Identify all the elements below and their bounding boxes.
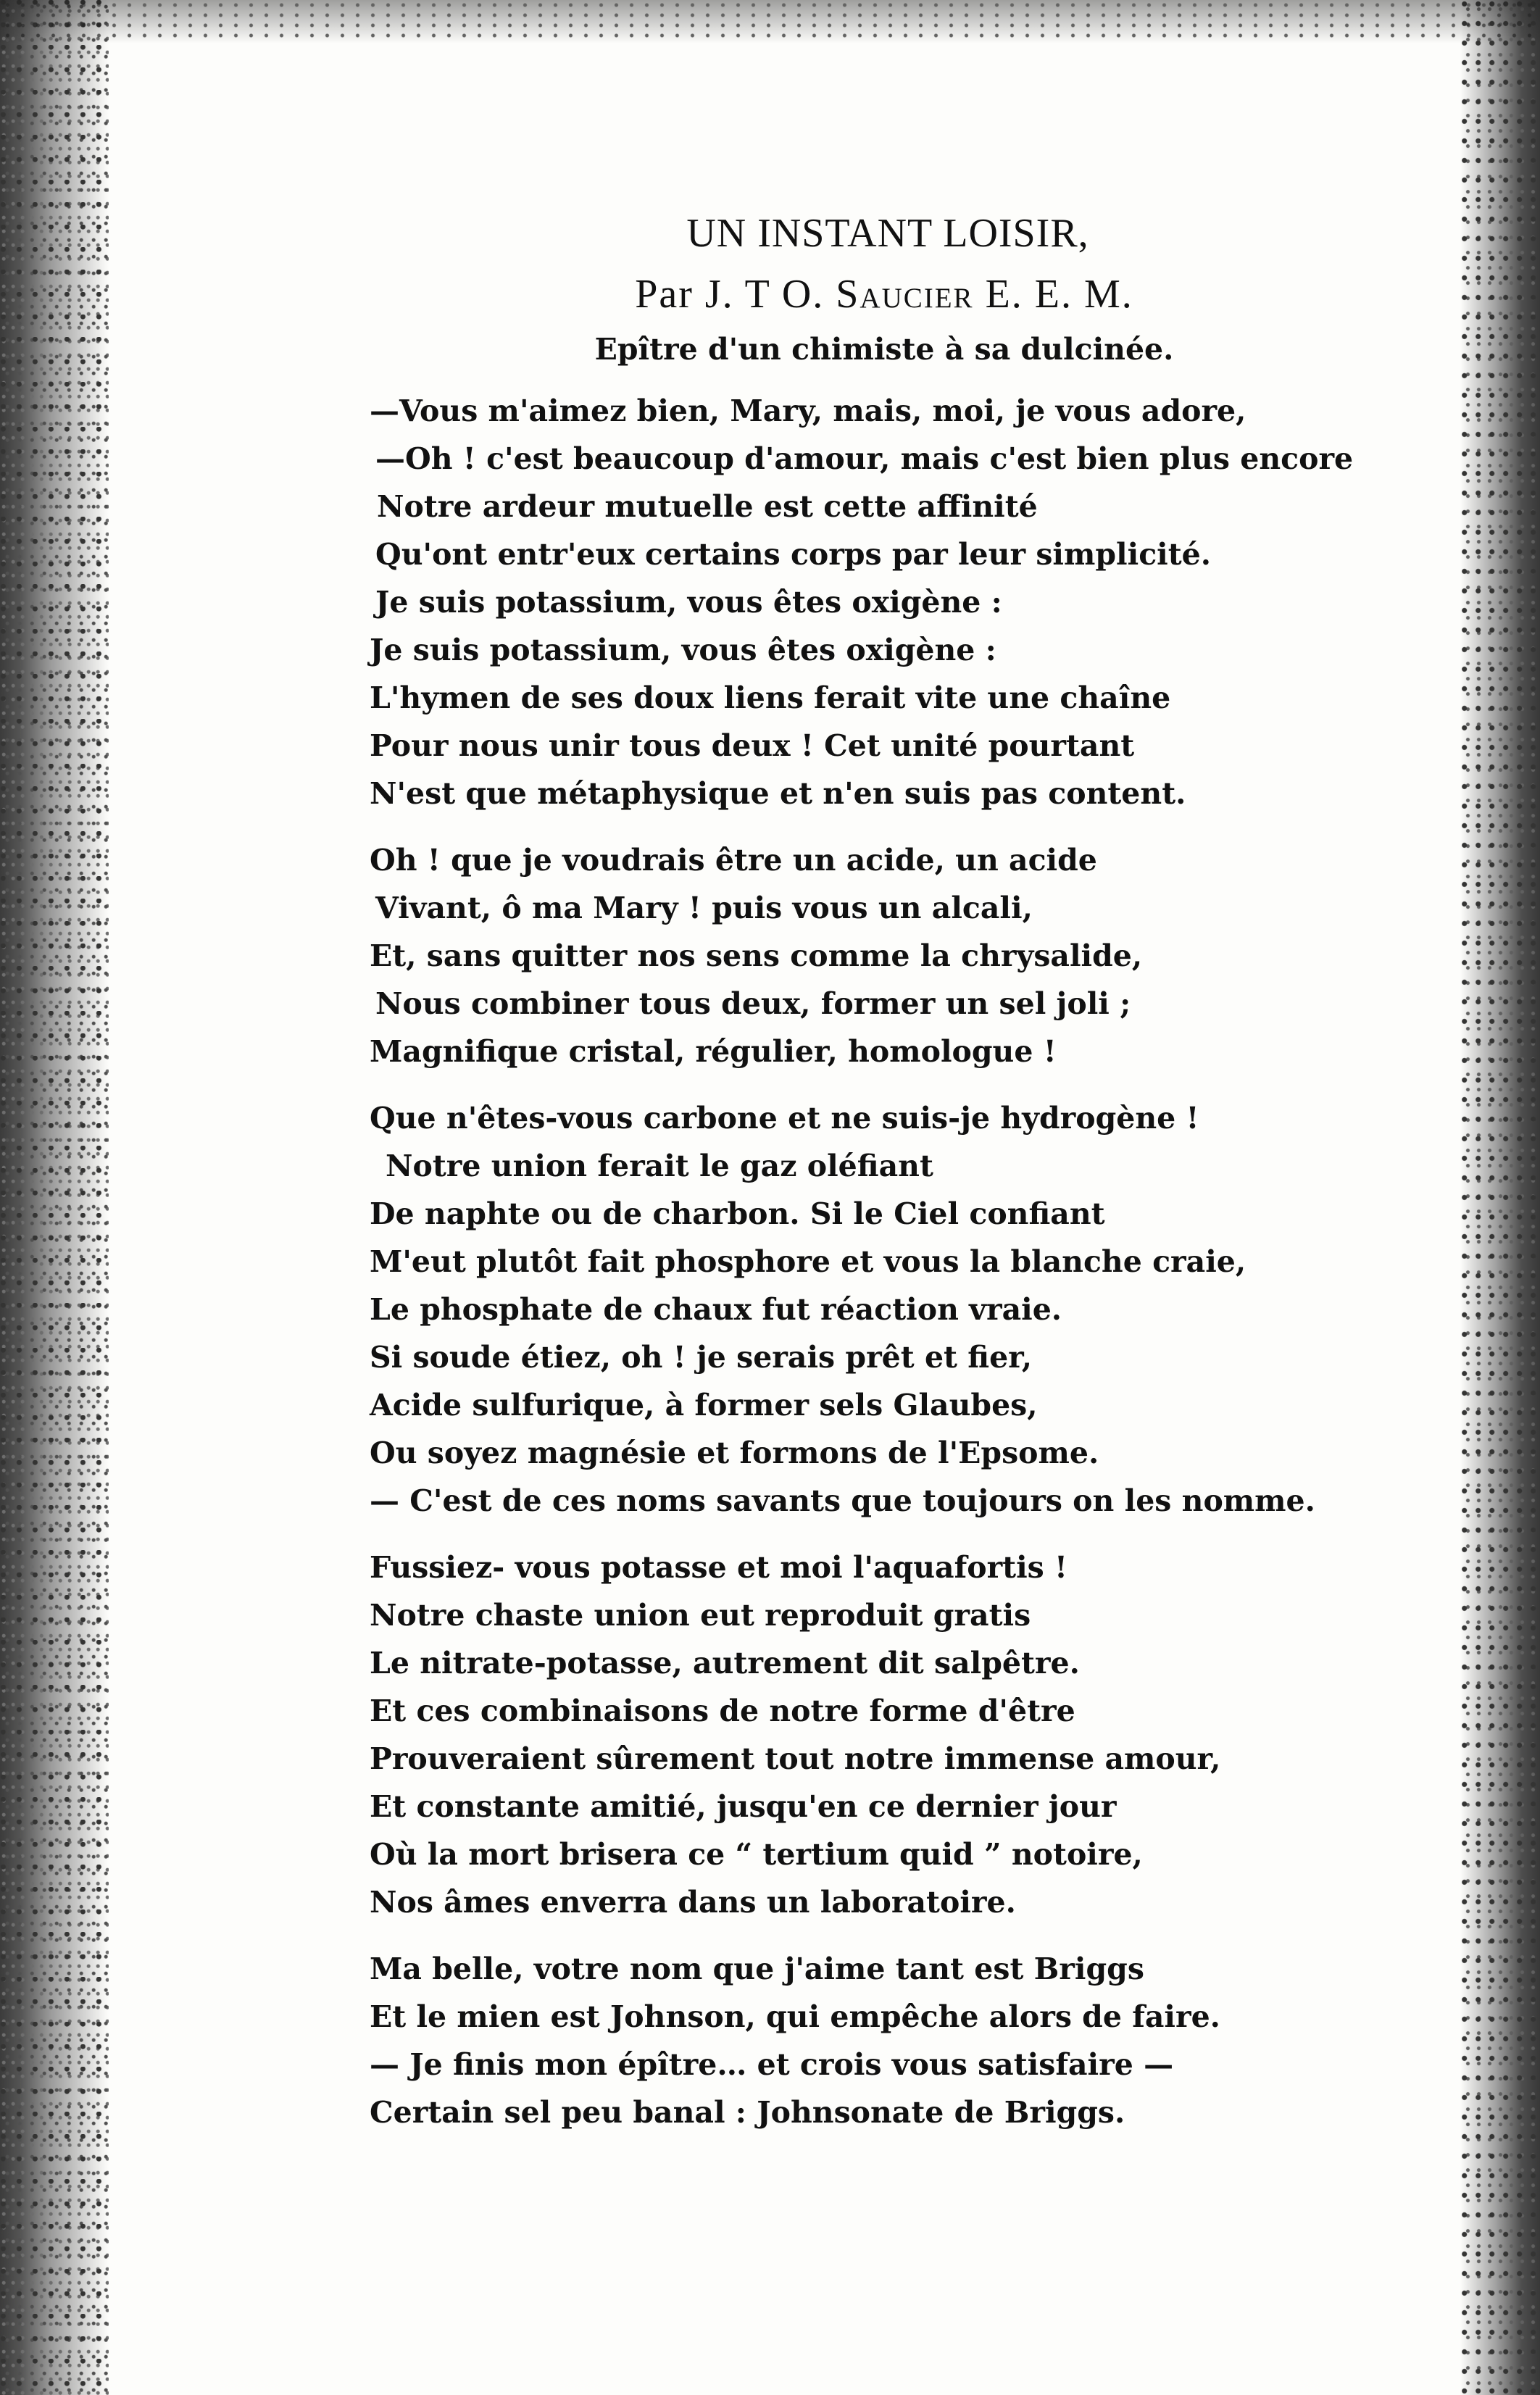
- poem-line: Vivant, ô ma Mary ! puis vous un alcali,: [375, 891, 1033, 925]
- poem-line: Qu'ont entr'eux certains corps par leur simplicité.: [375, 537, 1212, 572]
- poem-line: Acide sulfurique, à former sels Glaubes,: [370, 1388, 1038, 1423]
- poem-line: Notre union ferait le gaz oléfiant: [386, 1149, 933, 1183]
- poem-line: Je suis potassium, vous êtes oxigène :: [375, 585, 1002, 620]
- author-suffix: E. E. M.: [973, 272, 1133, 317]
- author-prefix: Par J. T O.: [635, 272, 836, 317]
- poem-line: N'est que métaphysique et n'en suis pas content.: [370, 776, 1186, 811]
- poem-line: M'eut plutôt fait phosphore et vous la blanche craie,: [370, 1244, 1246, 1279]
- poem-line: Le phosphate de chaux fut réaction vraie.: [370, 1292, 1062, 1327]
- scan-edge-top: [0, 0, 1540, 43]
- poem-line: Certain sel peu banal : Johnsonate de Briggs.: [370, 2095, 1125, 2130]
- poem-line: Que n'êtes-vous carbone et ne suis-je hydrogène !: [370, 1101, 1199, 1136]
- poem-stanzas: [370, 387, 1399, 2136]
- poem-line: Si soude étiez, oh ! je serais prêt et fier,: [370, 1340, 1033, 1375]
- poem-line: Ou soyez magnésie et formons de l'Epsome.: [370, 1436, 1099, 1470]
- poem-line: Notre ardeur mutuelle est cette affinité: [377, 489, 1038, 524]
- poem-line: Nos âmes enverra dans un laboratoire.: [370, 1885, 1016, 1920]
- author-name: Saucier: [836, 272, 974, 317]
- scan-edge-right: [1460, 0, 1540, 2395]
- poem-line: Je suis potassium, vous êtes oxigène :: [370, 633, 996, 667]
- stanza: [370, 1544, 1399, 1926]
- poem-line: Nous combiner tous deux, former un sel joli ;: [375, 986, 1131, 1021]
- stanza: [370, 836, 1399, 1075]
- poem-line: L'hymen de ses doux liens ferait vite une chaîne: [370, 680, 1171, 715]
- poem: [370, 210, 1399, 2155]
- poem-line: Notre chaste union eut reproduit gratis: [370, 1598, 1031, 1633]
- poem-subtitle: Epître d'un chimiste à sa dulcinée.: [594, 332, 1174, 367]
- poem-line: Et constante amitié, jusqu'en ce dernier jour: [370, 1789, 1117, 1824]
- poem-line: Pour nous unir tous deux ! Cet unité pourtant: [370, 728, 1135, 763]
- stanza: [370, 1945, 1399, 2136]
- poem-line: Magnifique cristal, régulier, homologue !: [370, 1034, 1057, 1069]
- poem-line: —Oh ! c'est beaucoup d'amour, mais c'est bien plus encore: [375, 441, 1354, 476]
- poem-line: Et, sans quitter nos sens comme la chrysalide,: [370, 938, 1143, 973]
- poem-line: Fussiez- vous potasse et moi l'aquafortis !: [370, 1550, 1068, 1585]
- poem-title: UN INSTANT LOISIR,: [686, 211, 1089, 256]
- poem-line: — Je finis mon épître… et crois vous satisfaire —: [370, 2047, 1174, 2082]
- poem-line: — C'est de ces noms savants que toujours on les nomme.: [370, 1483, 1315, 1518]
- poem-line: Ma belle, votre nom que j'aime tant est Briggs: [370, 1952, 1144, 1986]
- stanza: [370, 387, 1399, 817]
- stanza: [370, 1094, 1399, 1525]
- poem-line: Le nitrate-potasse, autrement dit salpêtre.: [370, 1646, 1080, 1680]
- poem-author: [370, 271, 1399, 317]
- poem-line: Oh ! que je voudrais être un acide, un acide: [370, 843, 1097, 878]
- poem-line: Et ces combinaisons de notre forme d'être: [370, 1694, 1075, 1728]
- poem-line: De naphte ou de charbon. Si le Ciel confiant: [370, 1196, 1105, 1231]
- poem-line: —Vous m'aimez bien, Mary, mais, moi, je vous adore,: [370, 393, 1246, 428]
- poem-line: Prouveraient sûrement tout notre immense amour,: [370, 1741, 1221, 1776]
- poem-line: Où la mort brisera ce “ tertium quid ” notoire,: [370, 1837, 1143, 1872]
- poem-line: Et le mien est Johnson, qui empêche alors de faire.: [370, 1999, 1220, 2034]
- scan-edge-left: [0, 0, 109, 2395]
